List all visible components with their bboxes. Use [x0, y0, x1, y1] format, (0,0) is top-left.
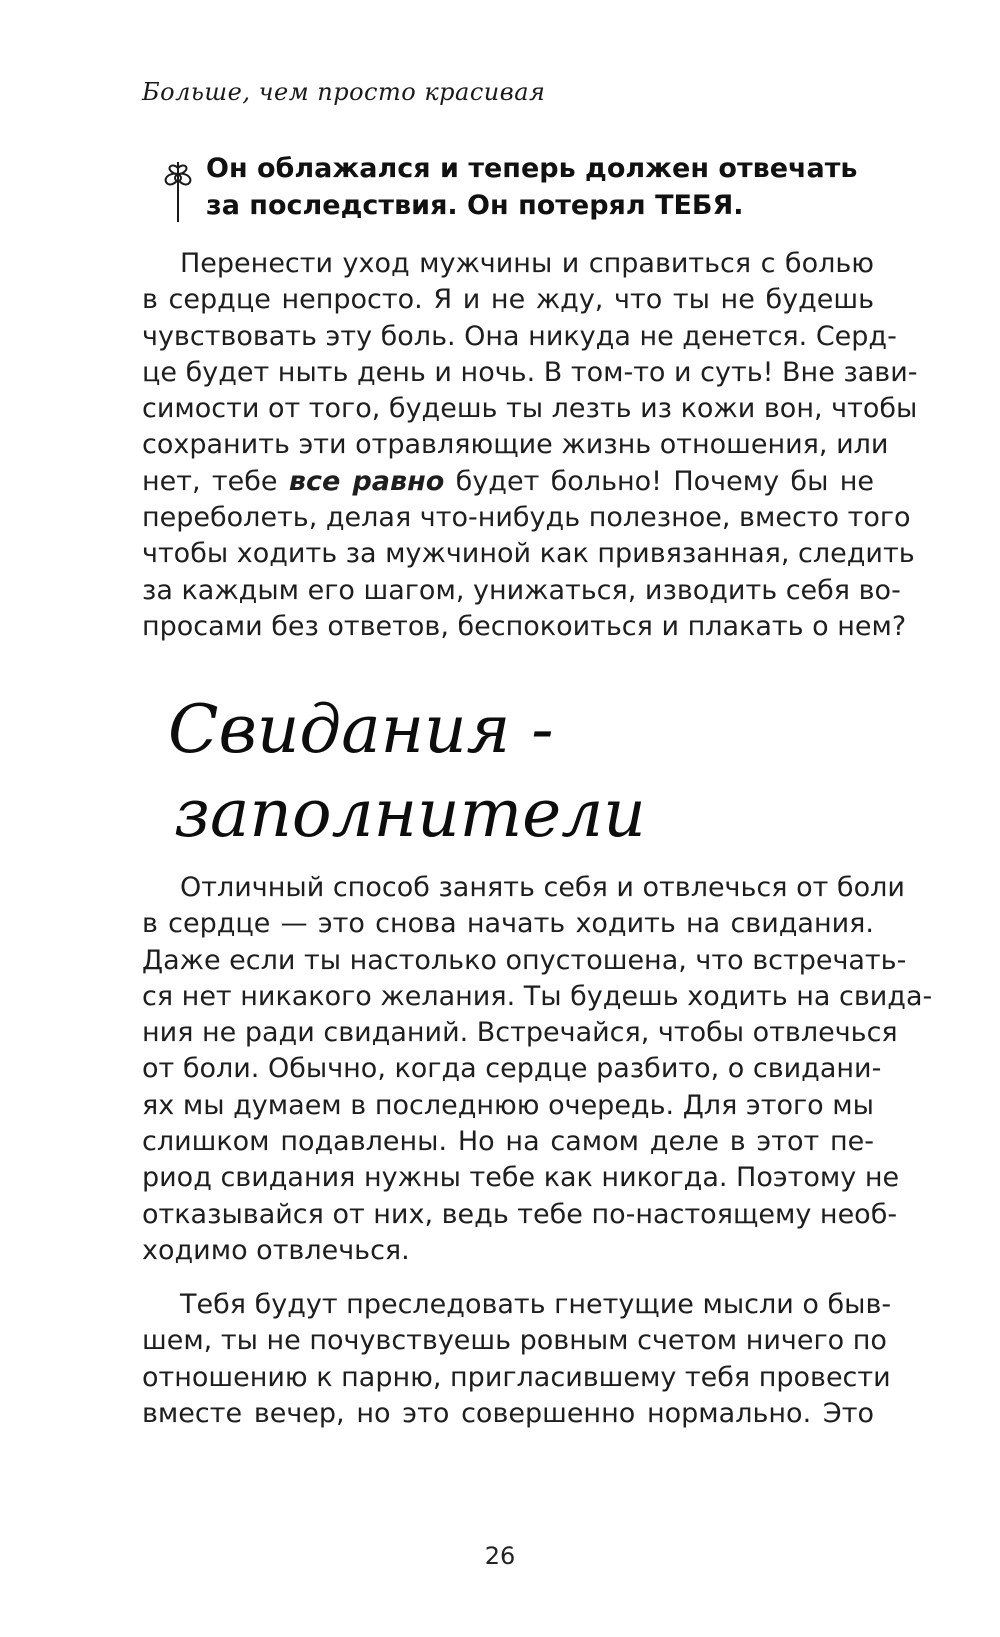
- text-line: вместе вечер, но это совершенно нормально. Это: [142, 1397, 874, 1429]
- text-line: Отличный способ занять себя и отвлечься от боли: [180, 872, 905, 903]
- text-line: шем, ты не почувствуешь ровным счетом ничего по: [142, 1325, 887, 1357]
- section-heading-line: Свидания -: [168, 691, 554, 768]
- text-line: за каждым его шагом, унижаться, изводить себя во-: [142, 574, 901, 606]
- text-line: отношению к парню, пригласившему тебя провести: [142, 1361, 891, 1393]
- text-line: в сердце непросто. Я и не жду, что ты не будешь: [142, 284, 874, 316]
- text-line: Перенести уход мужчины и справиться с болью: [180, 248, 874, 279]
- text-line: ях мы думаем в последнюю очередь. Для этого мы: [142, 1089, 874, 1121]
- paragraph-3: [142, 1287, 892, 1432]
- text-line: риод свидания нужны тебе как никогда. Поэтому не: [142, 1162, 900, 1194]
- text-line: отказывайся от них, ведь тебе по-настоящему необ-: [142, 1198, 898, 1230]
- text-line: в сердце — это снова начать ходить на свидания.: [142, 908, 874, 940]
- text-line: от боли. Обычно, когда сердце разбито, о свидани-: [142, 1053, 882, 1085]
- text-line: ния не ради свиданий. Встречайся, чтобы отвлечься: [142, 1017, 898, 1049]
- text-fragment: нет, тебе: [142, 465, 289, 497]
- text-line: Даже если ты настолько опустошена, что встречать-: [142, 944, 907, 976]
- paragraph-1: [142, 246, 918, 645]
- callout-line: за последствия. Он потерял ТЕБЯ.: [206, 190, 744, 221]
- text-line: симости от того, будешь ты лезть из кожи вон, чтобы: [142, 393, 918, 425]
- callout-text: [206, 150, 896, 224]
- text-line: Тебя будут преследовать гнетущие мысли о быв-: [180, 1289, 892, 1320]
- text-line: чтобы ходить за мужчиной как привязанная, следить: [142, 538, 915, 570]
- text-line: чувствовать эту боль. Она никуда не денется. Серд-: [142, 320, 897, 352]
- running-header: Больше, чем просто красивая: [142, 78, 546, 106]
- paragraph-2: [142, 870, 933, 1269]
- text-line: сохранить эти отравляющие жизнь отношения, или: [142, 429, 889, 461]
- ornamental-cross-icon: [160, 158, 196, 224]
- text-line: ся нет никакого желания. Ты будешь ходить на свида-: [142, 980, 933, 1012]
- text-line: слишком подавлены. Но на самом деле в этот пе-: [142, 1126, 874, 1158]
- text-line: це будет ныть день и ночь. В том-то и суть! Вне зави-: [142, 356, 918, 388]
- page-number: 26: [484, 1542, 516, 1570]
- callout-line: Он облажался и теперь должен отвечать: [206, 153, 858, 184]
- section-heading-line: заполнители: [174, 775, 646, 852]
- text-line: ходимо отвлечься.: [142, 1234, 410, 1266]
- section-heading: [168, 688, 646, 856]
- emphasis-text: все равно: [288, 465, 445, 497]
- text-fragment: будет больно! Почему бы не: [444, 465, 875, 497]
- text-line: переболеть, делая что-нибудь полезное, вместо того: [142, 502, 911, 534]
- text-line: просами без ответов, беспокоиться и плакать о нем?: [142, 610, 907, 642]
- text-line: [142, 464, 874, 500]
